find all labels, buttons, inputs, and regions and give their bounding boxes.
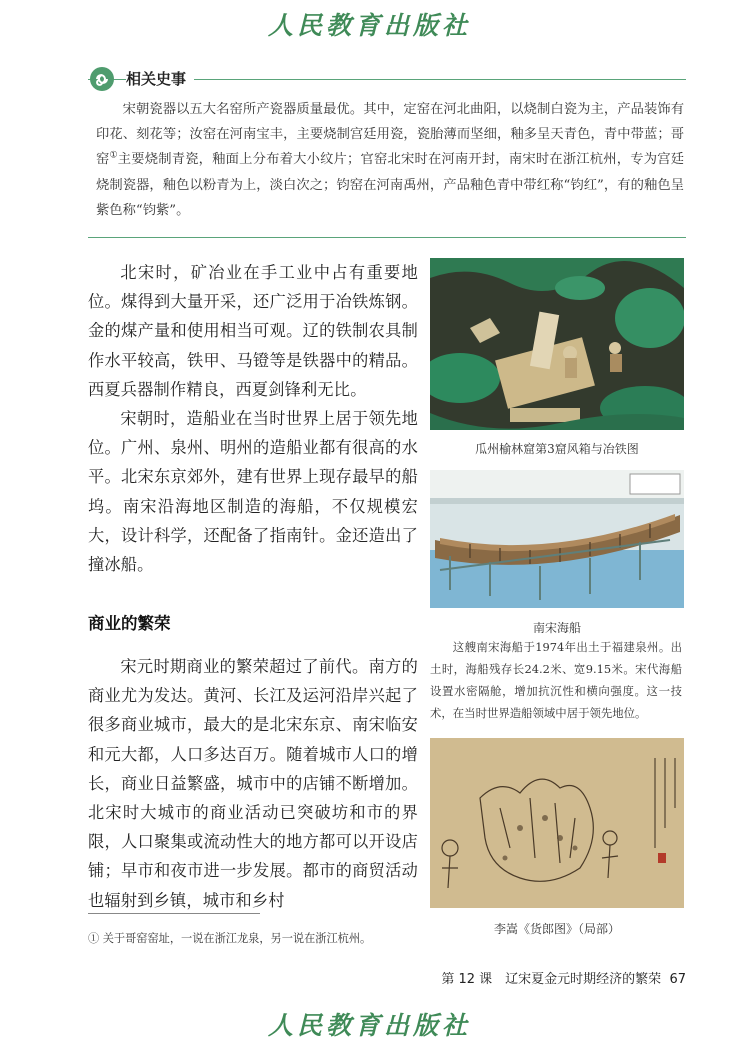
box-body bbox=[96, 97, 684, 223]
footnote-rule bbox=[88, 913, 260, 914]
painting-image bbox=[430, 738, 684, 908]
box-title: 相关史事 bbox=[126, 68, 194, 89]
publisher-footer: 人民教育出版社 bbox=[267, 1011, 471, 1040]
page-footer bbox=[430, 968, 686, 987]
paragraph-shipbuilding: 宋朝时，造船业在当时世界上居于领先地位。广州、泉州、明州的造船业都有很高的水平。北宋东京郊外，建有世界上现存最早的船坞。南宋沿海地区制造的海船，不仅规模宏大，设计科学，还配备了指南针。金还造出了撞冰船。 bbox=[88, 409, 418, 575]
lesson-title: 第 12 课 辽宋夏金元时期经济的繁荣 bbox=[441, 972, 662, 987]
box-body-part1: 宋朝瓷器以五大名窑所产瓷器质量最优。其中，定窑在河北曲阳，以烧制白瓷为主，产品装饰有印花、刻花等；汝窑在河南宝丰，主要烧制宫廷用瓷，瓷胎薄而坚细，釉多呈天青色，青中带蓝；哥窑 bbox=[96, 102, 684, 168]
painting-caption: 李嵩《货郎图》（局部） bbox=[493, 922, 620, 936]
ship-caption: 南宋海船 bbox=[532, 621, 581, 635]
paragraph-mining: 北宋时，矿冶业在手工业中占有重要地位。煤得到大量开采，还广泛用于冶铁炼钢。金的煤产量和使用相当可观。辽的铁制农具制作水平较高，铁甲、马镫等是铁器中的精品。西夏兵器制作精良，西夏剑锋利无比。 bbox=[88, 263, 418, 399]
box-body-part2: 主要烧制青瓷，釉面上分布着大小纹片；官窑北宋时在河南开封，南宋时在浙江杭州，专为宫廷烧制瓷器，釉色以粉青为上，淡白次之；钧窑在河南禹州，产品釉色青中带红称“钧红”，有的釉色呈紫色称“钧紫”。 bbox=[96, 152, 685, 218]
main-text-lower bbox=[88, 652, 418, 915]
footnote: ① 关于哥窑窑址，一说在浙江龙泉，另一说在浙江杭州。 bbox=[88, 932, 372, 945]
page-number: 67 bbox=[669, 972, 686, 987]
footnote-mark[interactable]: ① bbox=[109, 150, 118, 161]
mural-image bbox=[430, 258, 684, 430]
section-heading: 商业的繁荣 bbox=[88, 614, 171, 633]
ship-note-text: 这艘南宋海船于1974年出土于福建泉州。出土时，海船残存长24.2米、宽9.15米。宋代海船设置水密隔舱，增加抗沉性和横向强度。这一技术，在当时世界造船领域中居于领先地位。 bbox=[430, 640, 682, 720]
mural-caption: 瓜州榆林窟第3窟风箱与冶铁图 bbox=[475, 442, 639, 456]
main-text-upper bbox=[88, 258, 418, 579]
ship-note bbox=[430, 636, 682, 724]
box-bottom-rule bbox=[88, 237, 686, 238]
history-swirl-icon bbox=[89, 66, 115, 92]
paragraph-commerce: 宋元时期商业的繁荣超过了前代。南方的商业尤为发达。黄河、长江及运河沿岸兴起了很多商业城市，最大的是北宋东京、南宋临安和元大都，人口多达百万。随着城市人口的增长，商业日益繁盛，城市中的店铺不断增加。北宋时大城市的商业活动已突破坊和市的界限，人口聚集或流动性大的地方都可以开设店铺；早市和夜市进一步发展。都市的商贸活动也辐射到乡镇，城市和乡村 bbox=[88, 657, 418, 910]
publisher-header: 人民教育出版社 bbox=[267, 11, 471, 40]
ship-image bbox=[430, 470, 684, 608]
